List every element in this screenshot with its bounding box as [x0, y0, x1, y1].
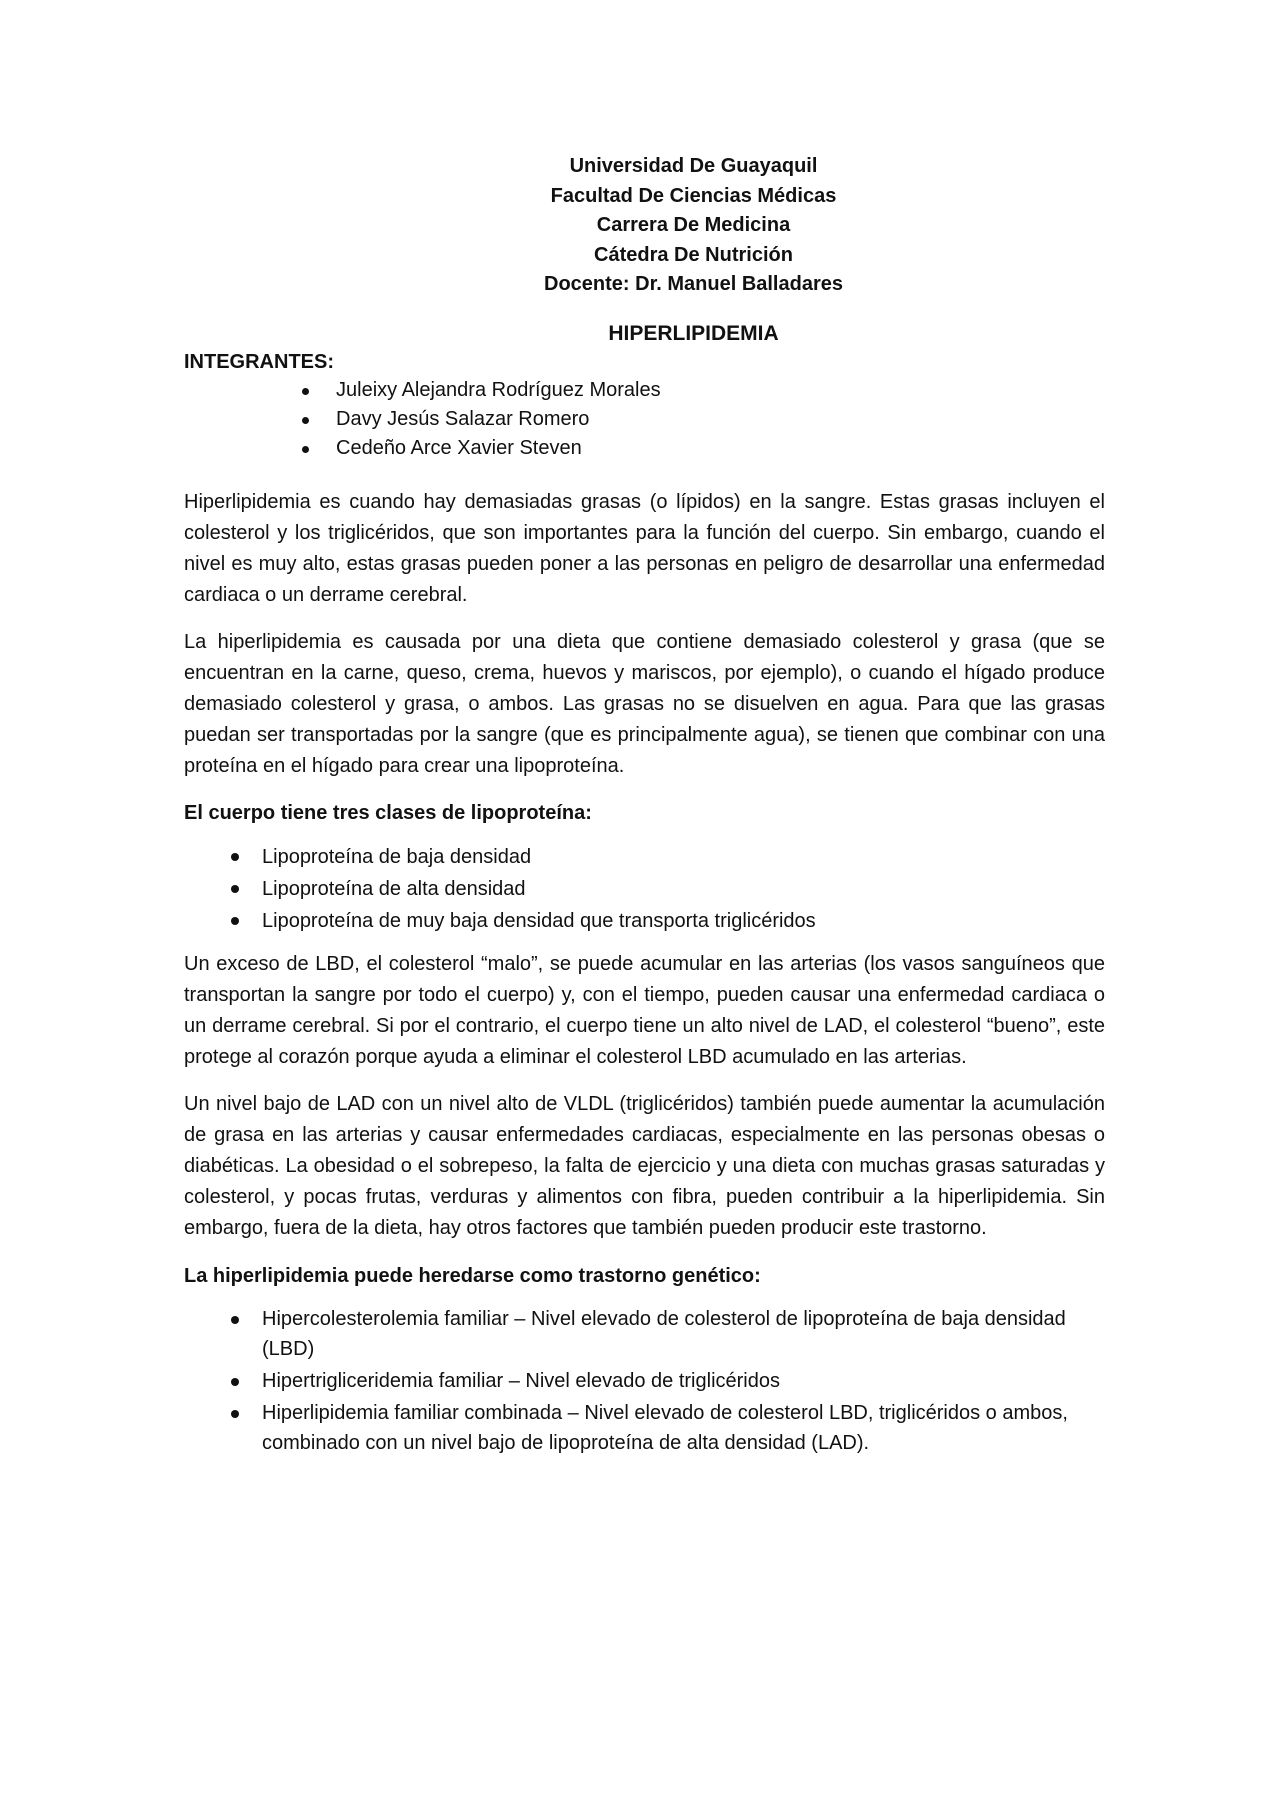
teacher-name: Docente: Dr. Manuel Balladares: [544, 273, 843, 295]
paragraph-risk-factors: Un nivel bajo de LAD con un nivel alto de VLDL (triglicéridos) también puede aumentar la acumulación de grasa en las arterias y causar enfermedades cardiacas, especialmente en las personas obesas o diabéticas. La obesidad o el sobrepeso, la falta de ejercicio y una dieta con muchas grasas saturadas y colesterol, y pocas frutas, verduras y alimentos con fibra, pueden contribuir a la hiperlipidemia. Sin embargo, fuera de la dieta, hay otros factores que también pueden producir este trastorno.: [184, 1092, 1105, 1239]
list-item: Lipoproteína de muy baja densidad que transporta triglicéridos: [184, 905, 1105, 937]
list-item: Hiperlipidemia familiar combinada – Nivel elevado de colesterol LBD, triglicéridos o ambos, combinado con un nivel bajo de lipoproteína de alta densidad (LAD).: [184, 1398, 1105, 1458]
university-name: Universidad De Guayaquil: [569, 155, 818, 177]
paragraph-ldl-hdl: Un exceso de LBD, el colesterol “malo”, se puede acumular en las arterias (los vasos sanguíneos que transportan la sangre por todo el cuerpo) y, con el tiempo, pueden causar una enfermedad cardiaca o un derrame cerebral. Si por el contrario, el cuerpo tiene un alto nivel de LAD, el colesterol “bueno”, este protege al corazón porque ayuda a eliminar el colesterol LBD acumulado en las arterias.: [184, 952, 1105, 1068]
institution-header: [184, 152, 1105, 300]
paragraph-definition: Hiperlipidemia es cuando hay demasiadas grasas (o lípidos) en la sangre. Estas grasas incluyen el colesterol y los triglicéridos, que son importantes para la función del cuerpo. Sin embargo, cuando el nivel es muy alto, estas grasas pueden poner a las personas en peligro de desarrollar una enfermedad cardiaca o un derrame cerebral.: [184, 490, 1105, 606]
paragraph-causes: La hiperlipidemia es causada por una dieta que contiene demasiado colesterol y grasa (que se encuentran en la carne, queso, crema, huevos y mariscos, por ejemplo), o cuando el hígado produce demasiado colesterol y grasa, o ambos. Las grasas no se disuelven en agua. Para que las grasas puedan ser transportadas por la sangre (que es principalmente agua), se tienen que combinar con una proteína en el hígado para crear una lipoproteína.: [184, 630, 1105, 777]
document-page: [184, 152, 1105, 1458]
lipoprotein-list: [184, 841, 1105, 937]
member-item: Davy Jesús Salazar Romero: [184, 405, 1105, 434]
document-title: HIPERLIPIDEMIA: [608, 321, 779, 345]
lipoprotein-heading: El cuerpo tiene tres clases de lipoproteína:: [184, 801, 592, 824]
genetic-list: [184, 1304, 1105, 1458]
members-label: INTEGRANTES:: [184, 350, 334, 373]
list-item: Lipoproteína de alta densidad: [184, 873, 1105, 905]
list-item: Hipercolesterolemia familiar – Nivel elevado de colesterol de lipoproteína de baja densidad (LBD): [184, 1304, 1105, 1364]
member-item: Juleixy Alejandra Rodríguez Morales: [184, 376, 1105, 405]
members-list: [184, 376, 1105, 463]
faculty-name: Facultad De Ciencias Médicas: [550, 184, 837, 207]
member-item: Cedeño Arce Xavier Steven: [184, 434, 1105, 463]
list-item: Hipertrigliceridemia familiar – Nivel elevado de triglicéridos: [184, 1366, 1105, 1396]
list-item: Lipoproteína de baja densidad: [184, 841, 1105, 873]
program-name: Carrera De Medicina: [596, 214, 791, 236]
course-name: Cátedra De Nutrición: [594, 243, 793, 266]
genetic-heading: La hiperlipidemia puede heredarse como trastorno genético:: [184, 1264, 761, 1287]
